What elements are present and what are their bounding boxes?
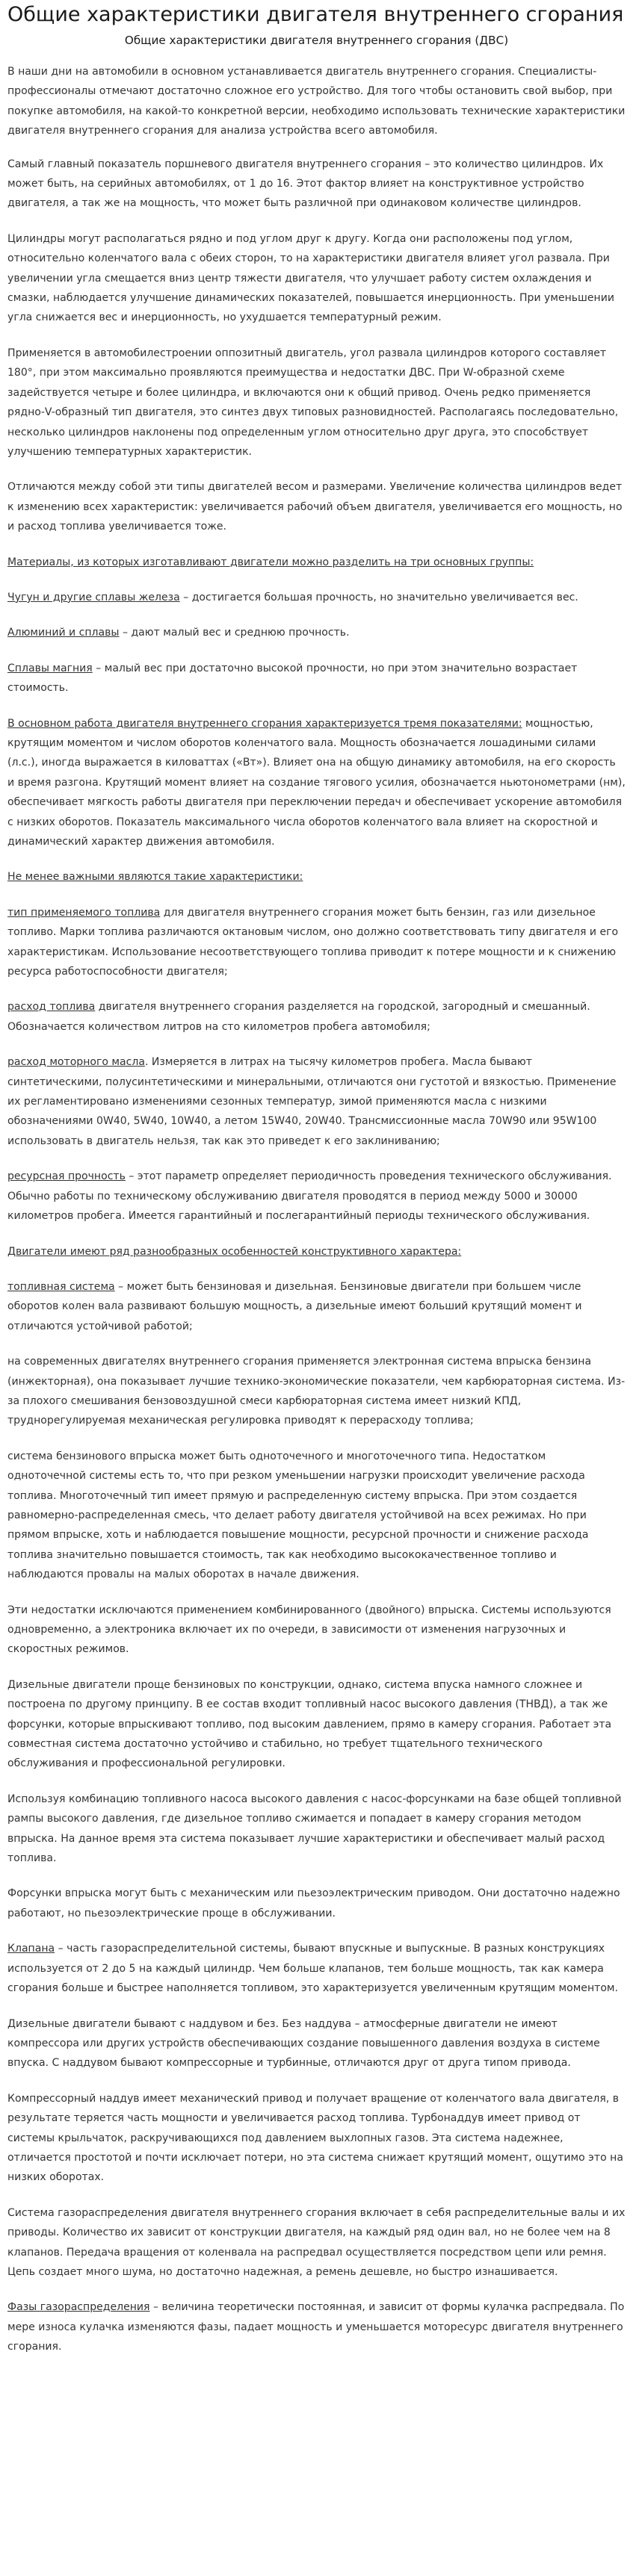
paragraph: [7, 344, 626, 462]
paragraph-text: – достигается большая прочность, но значительно увеличивается вес.: [179, 591, 578, 603]
paragraph: [7, 903, 626, 982]
underlined-term: Сплавы магния: [7, 662, 93, 674]
paragraph: [7, 2089, 626, 2188]
paragraph-text: система бензинового впрыска может быть одноточечного и многоточечного типа. Недостатком одноточечной системы есть то, что при резком уменьшении нагрузки происходит увеличение расхода топлива. Многоточечный тип имеет прямую и распределенную систему впрыска. При этом создается равномерно-распределенная смесь, что делает работу двигателя устойчивой на всех режимах. Но при прямом впрыске, хоть и наблюдается повышение мощности, ресурсной прочности и снижение расхода топлива значительно повышается стоимость, так как необходимо высококачественное топливо и наблюдаются провалы на малых оборотах в начале движения.: [7, 1450, 589, 1581]
paragraph: [7, 1675, 626, 1774]
paragraph: [7, 477, 626, 536]
paragraph-text: Дизельные двигатели бывают с наддувом и без. Без наддува – атмосферные двигатели не имеют компрессора или других устройств обеспечивающих создание повышенного давления воздуха в системе впуска. С наддувом бывают компрессорные и турбинные, отличаются друг от друга типом привода.: [7, 2017, 600, 2070]
underlined-term: Чугун и другие сплавы железа: [7, 591, 180, 603]
paragraph: [7, 2203, 626, 2282]
paragraph-text: – малый вес при достаточно высокой прочности, но при этом значительно возрастает стоимость.: [7, 662, 578, 695]
paragraph: [7, 2014, 626, 2073]
underlined-term: ресурсная прочность: [7, 1170, 126, 1183]
paragraph: [7, 1167, 626, 1226]
paragraph: [7, 867, 626, 887]
paragraph-text: на современных двигателях внутреннего сгорания применяется электронная система впрыска бензина (инжекторная), она показывает лучшие технико-экономические показатели, чем карбюраторная система. Из-за плохого смешивания бензовоздушной смеси карбюраторная система имеет низкий КПД, труднорегулируемая механическая регулировка приводят к перерасходу топлива;: [7, 1356, 626, 1427]
paragraph: [7, 997, 626, 1037]
underlined-term: Алюминий и сплавы: [7, 627, 120, 639]
paragraph: [7, 1242, 626, 1261]
paragraph-text: для двигателя внутреннего сгорания может быть бензин, газ или дизельное топливо. Марки топлива различаются октановым числом, оно должно соответствовать типу двигателя и его характеристикам. Использование несоответствующего топлива приводит к потере мощности и к снижению ресурса работоспособности двигателя;: [7, 906, 619, 978]
underlined-term: Клапана: [7, 1943, 55, 1955]
paragraph-text: Используя комбинацию топливного насоса высокого давления с насос-форсунками на базе общей топливной рампы высокого давления, где дизельное топливо сжимается и попадает в камеру сгорания методом впрыска. На данное время эта система показывает лучшие характеристики и обеспечивает малый расход топлива.: [7, 1793, 622, 1865]
paragraph-text: Отличаются между собой эти типы двигателей весом и размерами. Увеличение количества цилиндров ведет к изменению всех характеристик: увеличивается рабочий объем двигателя, увеличивается его мощность, но и расход топлива увеличивается тоже.: [7, 481, 623, 533]
paragraph: [7, 553, 626, 572]
paragraph-text: – этот параметр определяет периодичность проведения технического обслуживания. Обычно работы по техническому обслуживанию двигателя проводятся в период между 5000 и 30000 километров пробега. Имеется гарантийный и послегарантийный периоды технического обслуживания.: [7, 1170, 612, 1223]
paragraph: [7, 1790, 626, 1869]
paragraph-text: Компрессорный наддув имеет механический привод и получает вращение от коленчатого вала двигателя, в результате теряется часть мощности и увеличивается расход топлива. Турбонаддув имеет привод от системы крыльчаток, раскручивающихся под давлением выхлопных газов. Эта система надежнее, отличается простотой и почти исключает потери, но эта система снижает крутящий момент, ощутимо это на низких оборотах.: [7, 2092, 623, 2184]
underlined-heading-text: Двигатели имеют ряд разнообразных особенностей конструктивного характера:: [7, 1245, 462, 1258]
paragraph-text: Применяется в автомобилестроении оппозитный двигатель, угол развала цилиндров которого составляет 180°, при этом максимально проявляются преимущества и недостатки ДВС. При W-образной схеме задействуется четыре и более цилиндра, и включаются они к общий привод. Очень редко применяется рядно-V-образный тип двигателя, это синтез двух типовых разновидностей. Располагаясь последовательно, несколько цилиндров наклонены под определенным углом относительно друг друга, это способствует улучшению температурных характеристик.: [7, 347, 619, 458]
paragraph: [7, 588, 626, 607]
paragraph: [7, 1884, 626, 1923]
page-title: Общие характеристики двигателя внутреннего сгорания: [7, 3, 624, 26]
paragraph-text: Самый главный показатель поршневого двигателя внутреннего сгорания – это количество цилиндров. Их может быть, на серийных автомобилях, от 1 до 16. Этот фактор влияет на конструктивное устройство двигателя, а так же на мощность, что может быть различной при одинаковом количестве цилиндров.: [7, 158, 604, 210]
paragraph-text: Дизельные двигатели проще бензиновых по конструкции, однако, система впуска намного сложнее и построена по другому принципу. В ее состав входит топливный насос высокого давления (ТНВД), а так же форсунки, которые впрыскивают топливо, под высоким давлением, прямо в камеру сгорания. Работает эта совместная система достаточно устойчиво и стабильно, но требует тщательного технического обслуживания и профессиональной регулировки.: [7, 1678, 612, 1770]
paragraph-text: В наши дни на автомобили в основном устанавливается двигатель внутреннего сгорания. Специалисты-профессионалы отмечают достаточно сложное его устройство. Для того чтобы остановить свой выбор, при покупке автомобиля, на какой-то конкретной версии, необходимо использовать технические характеристики двигателя внутреннего сгорания для анализа устройства всего автомобиля.: [7, 66, 626, 137]
underlined-term: топливная система: [7, 1280, 115, 1293]
paragraph: [7, 62, 626, 141]
paragraph: [7, 1939, 626, 1998]
paragraph: [7, 714, 626, 852]
paragraph: [7, 2297, 626, 2356]
paragraph-text: Эти недостатки исключаются применением комбинированного (двойного) впрыска. Системы используются одновременно, а электроника включает их по очереди, в зависимости от изменения нагрузочных и скоростных режимов.: [7, 1604, 611, 1656]
paragraph: [7, 659, 626, 698]
paragraph: [7, 229, 626, 328]
underlined-term: тип применяемого топлива: [7, 906, 161, 919]
paragraph: [7, 1052, 626, 1151]
paragraph-text: Форсунки впрыска могут быть с механическим или пьезоэлектрическим приводом. Они достаточно надежно работают, но пьезоэлектрические проще в обслуживании.: [7, 1887, 620, 1919]
paragraph: [7, 155, 626, 214]
underlined-term: расход моторного масла: [7, 1056, 145, 1069]
paragraph-text: двигателя внутреннего сгорания разделяется на городской, загородный и смешанный. Обозначается количеством литров на сто километров пробега автомобиля;: [7, 1001, 590, 1033]
page-subtitle: Общие характеристики двигателя внутреннего сгорания (ДВС): [124, 34, 509, 47]
article-body: [7, 62, 626, 2357]
underlined-term: расход топлива: [7, 1001, 96, 1014]
paragraph-text: . Измеряется в литрах на тысячу километров пробега. Масла бывают синтетическими, полусинтетическими и минеральными, отличаются они густотой и вязкостью. Применение их регламентировано изменениями сезонных температур, зимой применяются масла с низкими обозначениями 0W40, 5W40, 10W40, а летом 15W40, 20W40. Трансмиссионные масла 70W90 или 95W100 использовать в двигатель нельзя, так как это приведет к его заклиниванию;: [7, 1056, 617, 1147]
paragraph-text: – может быть бензиновая и дизельная. Бензиновые двигатели при большем числе оборотов колен вала развивают большую мощность, а дизельные имеют больший крутящий момент и отличаются устойчивой работой;: [7, 1280, 582, 1332]
paragraph: [7, 1277, 626, 1336]
underlined-term: В основном работа двигателя внутреннего сгорания характеризуется тремя показателями:: [7, 717, 522, 730]
underlined-heading-text: Не менее важными являются такие характеристики:: [7, 871, 303, 884]
paragraph-text: мощностью, крутящим моментом и числом оборотов коленчатого вала. Мощность обозначается лошадиными силами (л.с.), иногда выражается в киловаттах («Вт»). Влияет она на общую динамику автомобиля, на его скорость и время разгона. Крутящий момент влияет на создание тягового усилия, обозначается ньютонометрами (нм), обеспечивает мягкость работы двигателя при переключении передач и обеспечивает ускорение автомобиля с низких оборотов. Показатель максимального числа оборотов коленчатого вала влияет на скоростной и динамический характер движения автомобиля.: [7, 717, 626, 848]
paragraph-text: Система газораспределения двигателя внутреннего сгорания включает в себя распределительные валы и их приводы. Количество их зависит от конструкции двигателя, на каждый ряд один вал, но не более чем на 8 клапанов. Передача вращения от коленвала на распредвал осуществляется посредством цепи или ремня. Цепь создает много шума, но достаточно надежная, а ремень дешевле, но быстро изнашивается.: [7, 2206, 626, 2278]
underlined-heading-text: Материалы, из которых изготавливают двигатели можно разделить на три основных группы:: [7, 556, 534, 568]
paragraph: [7, 1352, 626, 1431]
paragraph-text: – величина теоретически постоянная, и зависит от формы кулачка распредвала. По мере износа кулачка изменяются фазы, падает мощность и уменьшается моторесурс двигателя внутреннего сгорания.: [7, 2301, 625, 2353]
underlined-term: Фазы газораспределения: [7, 2301, 150, 2314]
paragraph-text: – дают малый вес и среднюю прочность.: [119, 627, 350, 639]
paragraph-text: – часть газораспределительной системы, бывают впускные и выпускные. В разных конструкциях используется от 2 до 5 на каждый цилиндр. Чем больше клапанов, тем больше мощность, так как камера сгорания больше и быстрее наполняется топливом, это характеризуется увеличенным крутящим моментом.: [7, 1943, 618, 1995]
paragraph: [7, 623, 626, 642]
paragraph: [7, 1447, 626, 1585]
paragraph-text: Цилиндры могут располагаться рядно и под углом друг к другу. Когда они расположены под углом, относительно коленчатого вала с обеих сторон, то на характеристики двигателя влияет угол развала. При увеличении угла смещается вниз центр тяжести двигателя, что улучшает работу систем охлаждения и смазки, наблюдается улучшение динамических показателей, повышается инерционность. При уменьшении угла снижается вес и инерционность, но ухудшается температурный режим.: [7, 232, 614, 324]
paragraph: [7, 1601, 626, 1660]
